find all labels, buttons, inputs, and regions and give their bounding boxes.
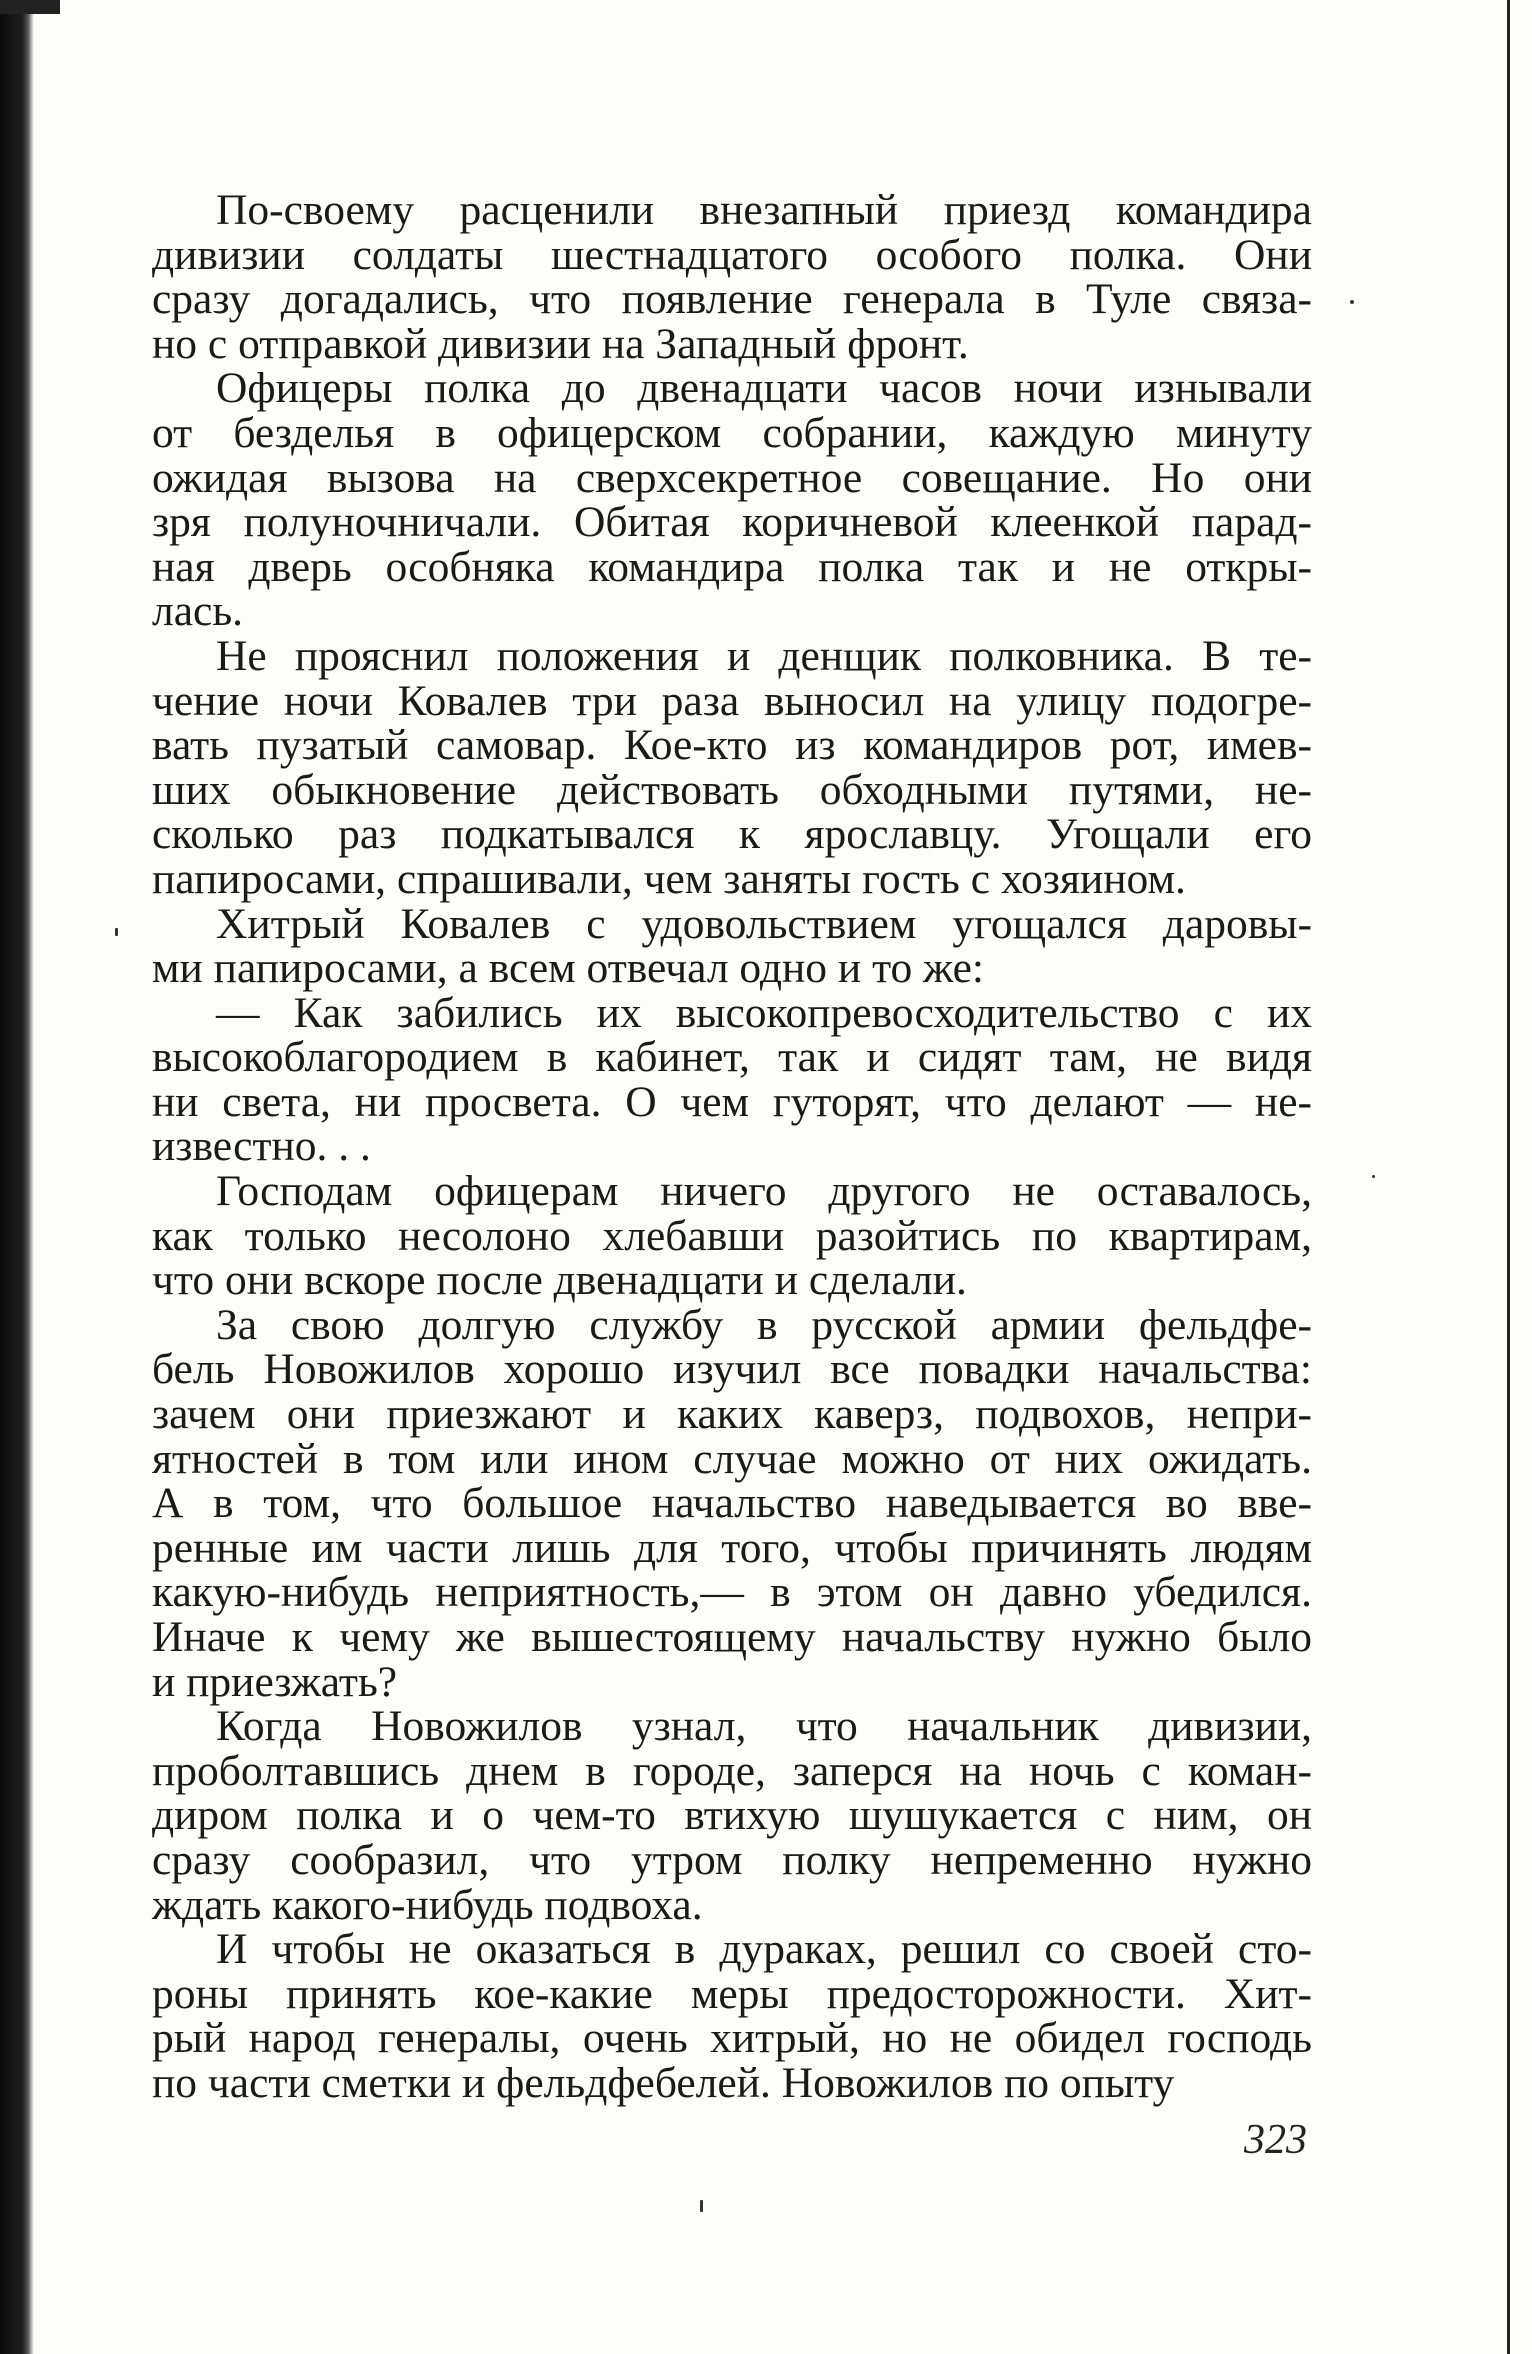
paragraph [152, 1704, 1312, 1927]
text-line: ная дверь особняка командира полка так и не откры- [152, 542, 1312, 591]
paragraph [152, 899, 1312, 993]
text-line: как только несолоно хлебавши разойтись по квартирам, [152, 1211, 1312, 1260]
text-line: папиросами, спрашивали, чем заняты гость с хозяином. [152, 854, 1186, 903]
text-line: ятностей в том или ином случае можно от них ожидать. [152, 1434, 1312, 1483]
text-line: Офицеры полка до двенадцати часов ночи изнывали [216, 364, 1312, 413]
text-line: ренные им части лишь для того, чтобы причинять людям [152, 1523, 1312, 1572]
text-line: Иначе к чему же вышестоящему начальству нужно было [152, 1613, 1312, 1661]
text-line: бель Новожилов хорошо изучил все повадки начальства: [152, 1345, 1312, 1394]
text-line: Хитрый Ковалев с удовольствием угощался даровы- [216, 899, 1312, 948]
text-line: — Как забились их высокопревосходительство с их [216, 988, 1312, 1037]
text-line: А в том, что большое начальство наведывается во вве- [152, 1479, 1312, 1528]
scan-speck [700, 2200, 703, 2212]
paragraph [152, 1169, 1312, 1303]
paragraph [152, 988, 1312, 1171]
page-body [152, 188, 1312, 2106]
scan-right-edge-line [1507, 0, 1510, 2354]
text-line: проболтавшись днем в городе, заперся на ночь с коман- [152, 1746, 1312, 1795]
paragraph [152, 631, 1312, 903]
text-line: но с отправкой дивизии на Западный фронт. [152, 319, 969, 368]
text-line: сразу сообразил, что утром полку непременно нужно [152, 1835, 1312, 1884]
text-line: что они вскоре после двенадцати и сделали. [152, 1256, 967, 1305]
paragraph [152, 1927, 1312, 2105]
paragraph [152, 1300, 1312, 1706]
text-line: диром полка и о чем-то втихую шушукается с ним, он [152, 1791, 1312, 1840]
text-line: какую-нибудь неприятность,— в этом он давно убедился. [152, 1568, 1312, 1617]
text-line: ших обыкновение действовать обходными путями, не- [152, 765, 1312, 814]
paragraph [152, 188, 1312, 366]
text-line: За свою долгую службу в русской армии фельдфе- [216, 1300, 1312, 1349]
text-line: зачем они приезжают и каких каверз, подвохов, непри- [152, 1390, 1312, 1439]
text-line: лась. [152, 587, 244, 636]
page-number: 323 [1244, 2117, 1307, 2163]
text-line: чение ночи Ковалев три раза выносил на улицу подогре- [152, 676, 1312, 725]
scan-top-left-mark [0, 0, 60, 14]
text-line: И чтобы не оказаться в дураках, решил со своей сто- [216, 1925, 1312, 1974]
text-line: сразу догадались, что появление генерала в Туле связа- [152, 275, 1312, 324]
text-line: от безделья в офицерском собрании, каждую минуту [152, 408, 1312, 457]
text-line: зря полуночничали. Обитая коричневой клеенкой парад- [152, 498, 1312, 547]
text-line: сколько раз подкатывался к ярославцу. Угощали его [152, 810, 1312, 859]
text-line: и приезжать? [152, 1657, 398, 1706]
text-line: По-своему расценили внезапный приезд командира [216, 186, 1312, 234]
paragraph [152, 366, 1312, 634]
text-line: высокоблагородием в кабинет, так и сидят там, не видя [152, 1033, 1312, 1082]
text-line: по части сметки и фельдфебелей. Новожилов по опыту [152, 2058, 1175, 2107]
text-line: Господам офицерам ничего другого не оставалось, [216, 1167, 1312, 1216]
text-line: ожидая вызова на сверхсекретное совещание. Но они [152, 453, 1312, 502]
text-line: вать пузатый самовар. Кое-кто из командиров рот, имев- [152, 721, 1312, 770]
scan-speck [1372, 1175, 1375, 1178]
scan-speck [115, 928, 118, 936]
text-line: Не прояснил положения и денщик полковника. В те- [216, 631, 1312, 680]
scan-speck [1350, 300, 1354, 304]
text-line: Когда Новожилов узнал, что начальник дивизии, [216, 1702, 1312, 1751]
text-line: ждать какого-нибудь подвоха. [152, 1880, 703, 1929]
text-line: роны принять кое-какие меры предосторожности. Хит- [152, 1969, 1312, 2018]
text-line: рый народ генералы, очень хитрый, но не обидел господь [152, 2014, 1312, 2063]
text-line: ми папиросами, а всем отвечал одно и то же: [152, 944, 985, 993]
text-line: дивизии солдаты шестнадцатого особого полка. Они [152, 230, 1312, 279]
text-line: ни света, ни просвета. О чем гуторят, что делают — не- [152, 1077, 1312, 1126]
text-line: известно. . . [152, 1122, 371, 1171]
scan-left-edge-shadow [0, 0, 34, 2354]
